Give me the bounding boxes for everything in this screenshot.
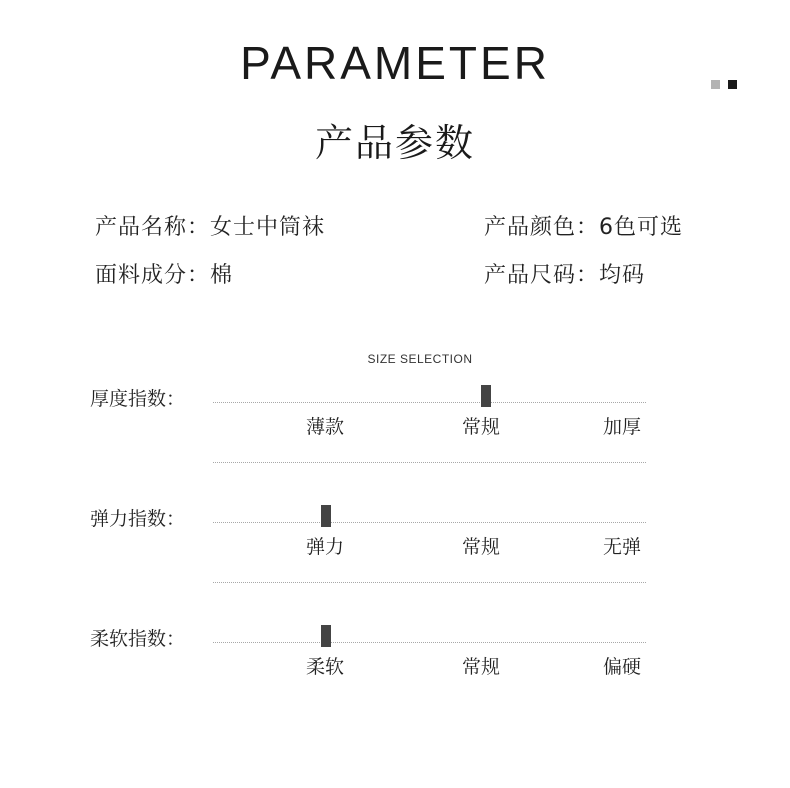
spec-fabric [95, 258, 233, 289]
scale-option: 偏硬 [603, 656, 642, 678]
square-dot-icon [728, 80, 737, 89]
spec-value: 棉 [210, 263, 234, 288]
scale-label: 厚度指数： [90, 388, 186, 410]
spec-value: 均码 [599, 263, 646, 288]
scale-track [213, 522, 646, 523]
scale-option: 常规 [462, 656, 501, 678]
scale-option: 柔软 [306, 656, 345, 678]
scale-option: 常规 [462, 416, 501, 438]
page-title-cn: 产品参数 [314, 121, 475, 165]
divider [213, 582, 646, 583]
spec-label: 产品颜色： [484, 215, 600, 240]
scale-option: 薄款 [306, 416, 345, 438]
scale-track [213, 642, 646, 643]
scale-option: 加厚 [603, 416, 642, 438]
scale-option: 弹力 [306, 536, 345, 558]
spec-label: 面料成分： [95, 263, 211, 288]
scale-marker [481, 385, 491, 407]
divider [213, 462, 646, 463]
scale-label: 弹力指数： [90, 508, 186, 530]
spec-value: 女士中筒袜 [210, 215, 326, 240]
spec-size [484, 258, 645, 289]
scale-label: 柔软指数： [90, 628, 186, 650]
scale-marker [321, 625, 331, 647]
scale-option: 常规 [462, 536, 501, 558]
spec-value: 6色可选 [599, 215, 684, 240]
size-selection-title: SIZE SELECTION [367, 352, 473, 366]
scale-track [213, 402, 646, 403]
page-title-en: PARAMETER [240, 37, 550, 89]
square-dot-icon [711, 80, 720, 89]
scale-option: 无弹 [603, 536, 642, 558]
spec-label: 产品名称： [95, 215, 211, 240]
spec-product-color [484, 210, 683, 241]
scale-marker [321, 505, 331, 527]
spec-product-name [95, 210, 325, 241]
spec-label: 产品尺码： [484, 263, 600, 288]
